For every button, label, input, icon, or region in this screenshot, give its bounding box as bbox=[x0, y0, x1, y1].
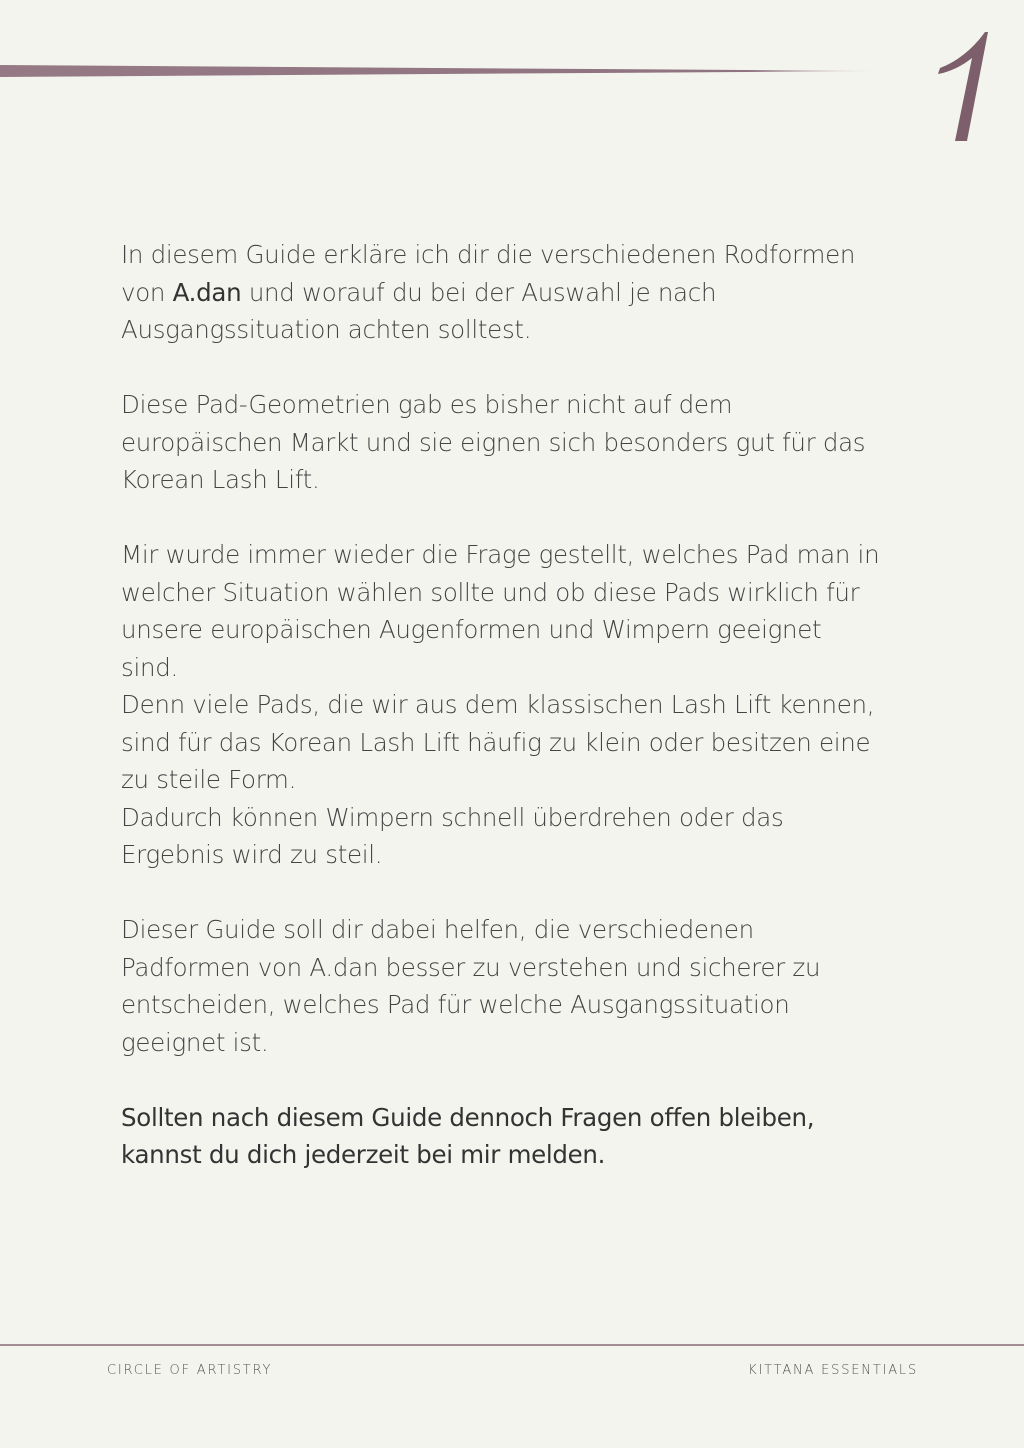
text-line: geeignet ist. bbox=[121, 1027, 269, 1057]
paragraph-question bbox=[121, 536, 941, 874]
text-line: Sollten nach diesem Guide dennoch Fragen offen bleiben, bbox=[121, 1102, 815, 1132]
text-line: europäischen Markt und sie eignen sich besonders gut für das bbox=[121, 427, 866, 457]
text-line: Ausgangssituation achten solltest. bbox=[121, 315, 532, 344]
text-fragment: von bbox=[121, 277, 173, 307]
body-text bbox=[121, 236, 941, 1211]
text-line: Dieser Guide soll dir dabei helfen, die verschiedenen bbox=[121, 915, 754, 944]
footer-right-label: KITTANA ESSENTIALS bbox=[748, 1363, 918, 1378]
brand-name: A.dan bbox=[172, 277, 242, 307]
text-line: sind für das Korean Lash Lift häufig zu klein oder besitzen eine bbox=[121, 727, 871, 757]
text-line: Denn viele Pads, die wir aus dem klassischen Lash Lift kennen, bbox=[121, 690, 875, 719]
text-fragment: und worauf du bei der Auswahl je nach bbox=[241, 277, 717, 307]
text-line: Padformen von A.dan besser zu verstehen und sicherer zu bbox=[121, 952, 821, 982]
paragraph-geometry bbox=[121, 386, 941, 499]
text-line: Mir wurde immer wieder die Frage gestellt, welches Pad man in bbox=[121, 540, 880, 569]
text-line: zu steile Form. bbox=[121, 765, 297, 794]
footer-left-label: CIRCLE OF ARTISTRY bbox=[107, 1363, 273, 1378]
paragraph-closing bbox=[121, 1099, 941, 1174]
paragraph-intro bbox=[121, 236, 941, 349]
text-line: entscheiden, welches Pad für welche Ausgangssituation bbox=[121, 990, 790, 1019]
text-line bbox=[121, 274, 941, 312]
paragraph-purpose bbox=[121, 911, 941, 1061]
decorative-top-rule bbox=[0, 60, 900, 84]
text-line: Ergebnis wird zu steil. bbox=[121, 840, 383, 869]
text-line: In diesem Guide erkläre ich dir die verschiedenen Rodformen bbox=[121, 240, 856, 269]
text-line: sind. bbox=[121, 652, 178, 682]
text-line: Dadurch können Wimpern schnell überdrehen oder das bbox=[121, 802, 784, 832]
text-line: unsere europäischen Augenformen und Wimpern geeignet bbox=[121, 615, 822, 644]
footer-divider bbox=[0, 1344, 1024, 1346]
text-line: Diese Pad-Geometrien gab es bisher nicht auf dem bbox=[121, 390, 733, 419]
text-line: kannst du dich jederzeit bei mir melden. bbox=[121, 1140, 606, 1169]
text-line: welcher Situation wählen sollte und ob diese Pads wirklich für bbox=[121, 577, 860, 607]
page-number-glyph bbox=[910, 10, 1010, 160]
text-line: Korean Lash Lift. bbox=[121, 465, 320, 494]
